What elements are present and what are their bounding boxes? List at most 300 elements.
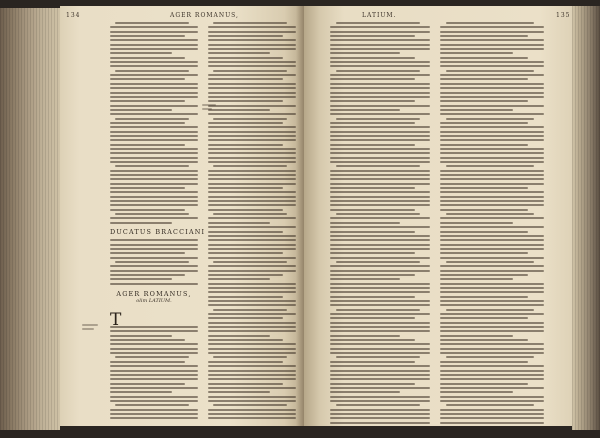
text-line: [208, 274, 283, 276]
text-line: [110, 74, 198, 76]
text-line: [330, 370, 430, 372]
text-line: [208, 122, 283, 124]
text-line: [208, 304, 296, 306]
text-line: [208, 244, 296, 246]
text-line: [440, 348, 544, 350]
text-line: [330, 396, 430, 398]
text-line: [330, 387, 430, 389]
text-line: [336, 118, 420, 120]
text-line: [208, 287, 296, 289]
text-line: [440, 183, 544, 185]
text-line: [208, 65, 296, 67]
text-line: [440, 135, 544, 137]
text-line: [330, 348, 430, 350]
text-line: [440, 222, 513, 224]
text-line: [330, 35, 415, 37]
text-line: [440, 209, 528, 211]
text-line: [208, 235, 296, 237]
text-line: [446, 165, 533, 167]
text-line: [110, 370, 198, 372]
text-line: [440, 74, 544, 76]
text-line: [440, 113, 544, 115]
text-line: [208, 348, 296, 350]
text-line: [440, 335, 513, 337]
text-line: [440, 231, 528, 233]
text-line: [110, 374, 198, 376]
text-line: [440, 300, 544, 302]
text-line: [110, 48, 198, 50]
text-line: [208, 204, 296, 206]
text-line: [330, 174, 430, 176]
text-line: [440, 131, 544, 133]
text-line: [330, 231, 415, 233]
text-line: [440, 35, 528, 37]
text-line: [110, 409, 198, 411]
text-line: [110, 191, 198, 193]
text-line: [208, 161, 296, 163]
text-line: [440, 157, 544, 159]
text-line: [208, 365, 296, 367]
text-line: [330, 335, 400, 337]
text-line: [330, 191, 430, 193]
text-line: [330, 170, 430, 172]
text-line: [208, 378, 296, 380]
text-line: [208, 139, 296, 141]
text-line: [213, 213, 287, 215]
text-line: [208, 48, 296, 50]
text-line: [440, 78, 528, 80]
text-line: [115, 22, 189, 24]
text-line: [440, 139, 544, 141]
text-line: [110, 383, 185, 385]
text-line: [208, 100, 283, 102]
text-line: [330, 422, 430, 424]
text-line: [110, 157, 198, 159]
text-line: [330, 409, 430, 411]
text-line: [336, 22, 420, 24]
text-line: [110, 139, 198, 141]
text-line: [440, 26, 544, 28]
text-line: [446, 118, 533, 120]
text-line: [110, 52, 172, 54]
ager-romanus-heading: AGER ROMANUS,: [116, 290, 192, 298]
text-line: [440, 65, 544, 67]
text-line: [110, 65, 198, 67]
text-line: [330, 57, 415, 59]
text-line: [110, 391, 172, 393]
text-line: [440, 396, 544, 398]
text-line: [110, 187, 185, 189]
text-line: [208, 131, 296, 133]
text-line: [330, 126, 430, 128]
text-line: [208, 409, 296, 411]
text-line: [440, 317, 528, 319]
text-line: [330, 204, 430, 206]
text-line: [440, 217, 544, 219]
text-line: [208, 313, 296, 315]
right-column-1: [330, 22, 430, 426]
text-line: [330, 378, 430, 380]
text-line: [208, 191, 296, 193]
text-line: [110, 113, 198, 115]
text-line: [110, 278, 172, 280]
text-line: [208, 370, 296, 372]
text-line: [440, 105, 544, 107]
text-line: [213, 118, 287, 120]
text-line: [440, 178, 544, 180]
text-line: [330, 48, 430, 50]
text-line: [208, 126, 296, 128]
text-line: [440, 96, 544, 98]
text-line: [330, 400, 430, 402]
text-line: [330, 200, 430, 202]
text-line: [440, 148, 544, 150]
text-line: [330, 300, 430, 302]
text-line: [110, 170, 198, 172]
text-line: [330, 178, 430, 180]
text-line: [208, 170, 296, 172]
text-line: [330, 39, 430, 41]
text-line: [440, 400, 544, 402]
text-line: [115, 404, 189, 406]
text-line: [110, 31, 198, 33]
text-line: [440, 296, 528, 298]
text-line: [330, 139, 430, 141]
right-page-edges: [572, 6, 600, 430]
text-line: [110, 252, 185, 254]
text-line: [330, 83, 430, 85]
text-line: [208, 291, 296, 293]
text-line: [110, 200, 198, 202]
right-column-2: [440, 22, 544, 426]
text-line: [440, 252, 528, 254]
text-line: [440, 191, 544, 193]
left-column-2: [208, 22, 296, 422]
right-page-number: 135: [556, 12, 571, 19]
text-line: [110, 105, 198, 107]
text-line: [330, 92, 430, 94]
text-line: [440, 257, 544, 259]
text-line: [440, 365, 544, 367]
text-line: [330, 161, 430, 163]
text-line: [110, 352, 198, 354]
text-line: [440, 87, 544, 89]
text-line: [208, 326, 296, 328]
text-line: [110, 330, 198, 332]
text-line: [110, 274, 185, 276]
text-line: [440, 196, 544, 198]
text-line: [208, 400, 296, 402]
text-line: [213, 404, 287, 406]
text-line: [208, 92, 296, 94]
text-line: [440, 226, 544, 228]
text-line: [208, 343, 296, 345]
text-line: [115, 213, 189, 215]
text-line: [330, 296, 415, 298]
text-line: [440, 387, 544, 389]
text-line: [110, 131, 198, 133]
text-line: [213, 261, 287, 263]
text-line: [330, 113, 430, 115]
text-line: [208, 200, 296, 202]
text-line: [440, 417, 544, 419]
right-page: [304, 6, 572, 426]
text-line: [330, 152, 430, 154]
text-line: [110, 339, 185, 341]
text-line: [213, 70, 287, 72]
text-line: [330, 52, 400, 54]
text-line: [440, 304, 544, 306]
margin-note-center: [202, 104, 222, 113]
text-line: [440, 383, 528, 385]
text-line: [208, 387, 296, 389]
text-line: [446, 213, 533, 215]
text-line: [330, 291, 430, 293]
left-column-1: [110, 22, 206, 422]
text-line: [110, 26, 198, 28]
text-line: [208, 96, 296, 98]
text-line: [208, 339, 283, 341]
text-line: [110, 335, 172, 337]
text-line: [440, 287, 544, 289]
text-line: [446, 404, 533, 406]
text-line: [208, 278, 270, 280]
text-line: [440, 274, 528, 276]
text-line: [330, 343, 430, 345]
text-line: [440, 291, 544, 293]
text-line: [440, 161, 544, 163]
text-line: [208, 317, 283, 319]
text-line: [440, 313, 544, 315]
text-line: [208, 352, 296, 354]
text-line: [446, 70, 533, 72]
text-line: [330, 283, 430, 285]
text-line: [330, 196, 430, 198]
text-line: [110, 148, 198, 150]
text-line: [330, 96, 430, 98]
text-line: [110, 270, 198, 272]
text-line: [440, 44, 544, 46]
text-line: [213, 165, 287, 167]
text-line: [440, 204, 544, 206]
text-line: [440, 61, 544, 63]
text-line: [208, 265, 296, 267]
text-line: [440, 170, 544, 172]
text-line: [110, 239, 198, 241]
text-line: [330, 209, 415, 211]
text-line: [208, 35, 283, 37]
text-line: [110, 417, 198, 419]
text-line: [110, 83, 198, 85]
text-line: [330, 326, 430, 328]
text-line: [440, 322, 544, 324]
text-line: [446, 356, 533, 358]
text-line: [110, 161, 198, 163]
text-line: [110, 248, 198, 250]
text-line: [330, 304, 430, 306]
text-line: [330, 265, 430, 267]
text-line: [336, 261, 420, 263]
text-line: [110, 92, 198, 94]
text-line: [330, 31, 430, 33]
text-line: [330, 235, 430, 237]
text-line: [330, 100, 415, 102]
text-line: [110, 283, 198, 285]
text-line: [110, 178, 198, 180]
text-line: [110, 183, 198, 185]
text-line: [208, 157, 296, 159]
text-line: [446, 22, 533, 24]
text-line: [440, 326, 544, 328]
text-line: [208, 52, 270, 54]
text-line: [330, 109, 400, 111]
text-line: [208, 383, 283, 385]
text-line: [446, 261, 533, 263]
text-line: [330, 352, 430, 354]
text-line: [330, 183, 430, 185]
text-line: [330, 270, 430, 272]
text-line: [336, 356, 420, 358]
text-line: [440, 200, 544, 202]
text-line: [110, 78, 185, 80]
text-line: [110, 400, 198, 402]
text-line: [336, 165, 420, 167]
text-line: [330, 313, 430, 315]
text-line: [110, 265, 198, 267]
text-line: [330, 217, 430, 219]
text-line: [208, 44, 296, 46]
left-page-number: 134: [66, 12, 81, 19]
text-line: [330, 157, 430, 159]
text-line: [110, 196, 198, 198]
text-line: [330, 287, 430, 289]
ducatus-bracciani-heading: DUCATUS BRACCIANI: [110, 228, 206, 236]
text-line: [208, 283, 296, 285]
text-line: [330, 317, 415, 319]
text-line: [440, 283, 544, 285]
text-line: [208, 413, 296, 415]
olim-latium-subheading: olim LATIUM.: [136, 298, 172, 304]
text-line: [330, 131, 430, 133]
text-line: [330, 244, 430, 246]
text-line: [330, 339, 415, 341]
text-line: [336, 404, 420, 406]
text-line: [110, 35, 185, 37]
text-line: [330, 383, 415, 385]
text-line: [208, 31, 296, 33]
text-line: [330, 226, 430, 228]
text-line: [110, 100, 185, 102]
text-line: [440, 352, 544, 354]
text-line: [115, 261, 189, 263]
text-line: [330, 65, 430, 67]
text-line: [115, 356, 189, 358]
text-line: [330, 61, 430, 63]
text-line: [208, 335, 270, 337]
text-line: [330, 257, 430, 259]
text-line: [208, 248, 296, 250]
text-line: [330, 105, 430, 107]
text-line: [440, 374, 544, 376]
text-line: [208, 374, 296, 376]
text-line: [440, 83, 544, 85]
text-line: [330, 222, 400, 224]
text-line: [208, 257, 296, 259]
text-line: [208, 178, 296, 180]
text-line: [440, 265, 544, 267]
text-line: [446, 309, 533, 311]
text-line: [330, 44, 430, 46]
text-line: [440, 126, 544, 128]
text-line: [440, 152, 544, 154]
text-line: [208, 148, 296, 150]
text-line: [330, 144, 415, 146]
text-line: [440, 244, 544, 246]
text-line: [208, 39, 296, 41]
text-line: [440, 92, 544, 94]
text-line: [336, 70, 420, 72]
text-line: [110, 61, 198, 63]
text-line: [208, 322, 296, 324]
text-line: [440, 409, 544, 411]
text-line: [110, 387, 198, 389]
text-line: [330, 374, 430, 376]
text-line: [440, 144, 528, 146]
text-line: [110, 378, 198, 380]
text-line: [208, 209, 283, 211]
text-line: [110, 174, 198, 176]
margin-note-left: [82, 324, 102, 333]
text-line: [440, 52, 513, 54]
text-line: [213, 22, 287, 24]
text-line: [208, 296, 283, 298]
left-page: [60, 6, 304, 426]
text-line: [330, 322, 430, 324]
text-line: [330, 274, 415, 276]
text-line: [208, 83, 296, 85]
text-line: [110, 222, 172, 224]
text-line: [440, 343, 544, 345]
text-line: [330, 135, 430, 137]
text-line: [208, 396, 296, 398]
text-line: [110, 152, 198, 154]
text-line: [208, 74, 296, 76]
text-line: [440, 361, 528, 363]
text-line: [110, 217, 198, 219]
text-line: [330, 361, 415, 363]
text-line: [208, 26, 296, 28]
text-line: [440, 39, 544, 41]
text-line: [440, 48, 544, 50]
text-line: [440, 109, 513, 111]
text-line: [330, 413, 430, 415]
text-line: [208, 231, 283, 233]
text-line: [115, 118, 189, 120]
text-line: [110, 365, 198, 367]
text-line: [110, 361, 185, 363]
text-line: [208, 196, 296, 198]
text-line: [208, 217, 296, 219]
drop-cap: T: [110, 310, 122, 330]
text-line: [330, 78, 415, 80]
text-line: [330, 239, 430, 241]
text-line: [336, 309, 420, 311]
text-line: [110, 209, 185, 211]
text-line: [213, 309, 287, 311]
text-line: [110, 44, 198, 46]
text-line: [110, 396, 198, 398]
text-line: [208, 152, 296, 154]
